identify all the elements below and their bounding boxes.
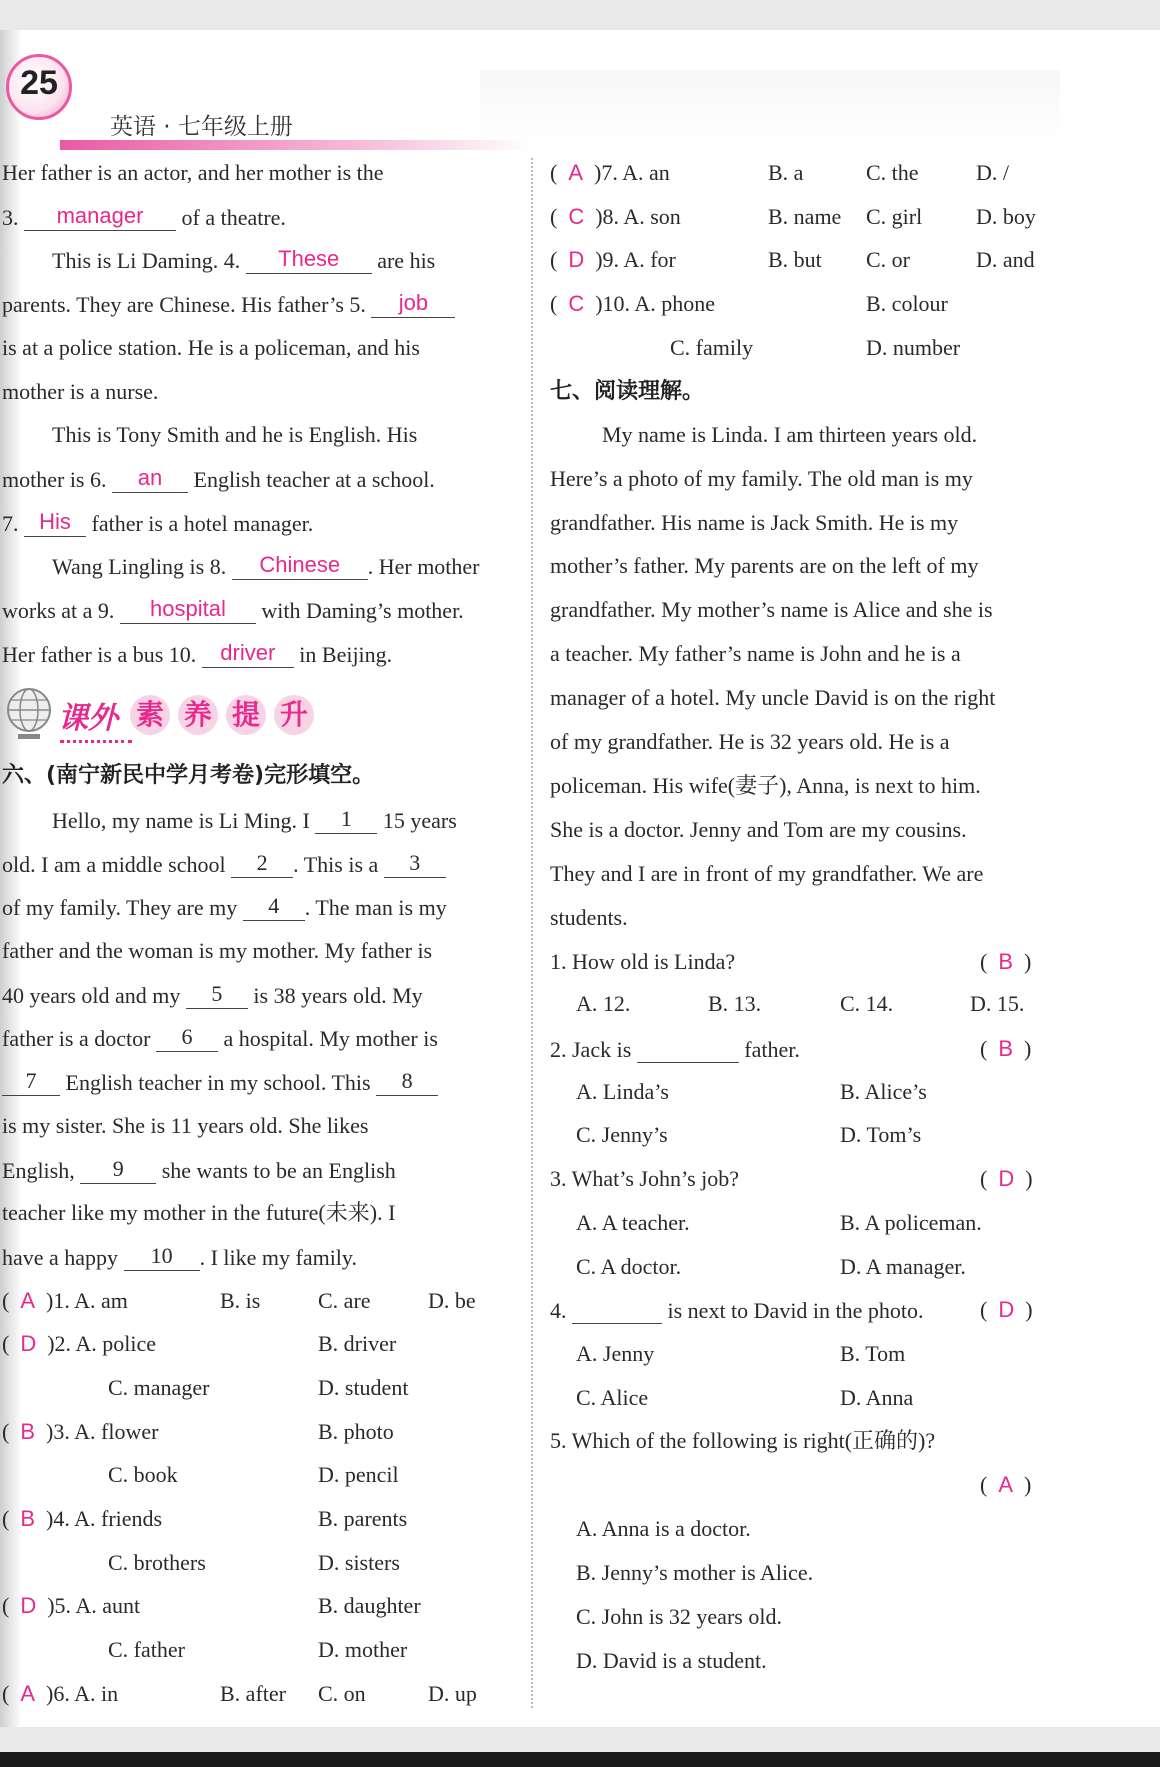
- passage-line: She is a doctor. Jenny and Tom are my cousins.: [550, 817, 967, 842]
- text-line: is my sister. She is 11 years old. She likes: [2, 1113, 369, 1138]
- mc-option-c: C. family: [670, 335, 754, 360]
- text-span: father is a hotel manager.: [91, 511, 314, 536]
- passage-line: My name is Linda. I am thirteen years old.: [602, 422, 978, 447]
- mc-option-b: B. a: [768, 160, 804, 185]
- answer-6: an: [112, 466, 188, 493]
- text-span: . I like my family.: [199, 1245, 357, 1270]
- passage-line: manager of a hotel. My uncle David is on the right: [550, 685, 996, 710]
- mc-option-b: B. daughter: [318, 1593, 421, 1618]
- text-span: of my family. They are my: [2, 895, 238, 920]
- mc-question-6: ( A )6. A. in: [2, 1681, 119, 1706]
- text-line: [2, 1157, 396, 1184]
- mc-option-b: B. is: [220, 1288, 261, 1313]
- mc-option-b: B. 13.: [708, 991, 762, 1016]
- text-span: This is Li Daming. 4.: [52, 248, 241, 273]
- text-line: [2, 1244, 357, 1271]
- text-span: 4.: [550, 1298, 567, 1323]
- section-6-title: 六、(南宁新民中学月考卷)完形填空。: [2, 763, 375, 788]
- mc-answer: B: [998, 1036, 1014, 1061]
- mc-option-c: C. John is 32 years old.: [576, 1604, 782, 1629]
- blank-3: 3: [384, 851, 446, 878]
- text-span: father.: [744, 1037, 800, 1062]
- mc-option-d: D. David is a student.: [576, 1648, 767, 1673]
- mc-question-3: ( B )3. A. flower: [2, 1419, 159, 1444]
- text-line: Her father is an actor, and her mother is the: [2, 160, 384, 185]
- section-7-title: 七、阅读理解。: [550, 379, 705, 404]
- text-span: Wang Lingling is 8.: [52, 554, 227, 579]
- mc-option-a: A. Anna is a doctor.: [576, 1516, 751, 1541]
- mc-option-c: C. 14.: [840, 991, 894, 1016]
- passage-line: of my grandfather. He is 32 years old. He is a: [550, 729, 950, 754]
- mc-answer: C: [568, 204, 585, 229]
- mc-option-d: D. be: [428, 1288, 476, 1313]
- banner-char: 养: [178, 695, 218, 735]
- passage-line: grandfather. His name is Jack Smith. He is my: [550, 510, 959, 535]
- text-line: [2, 894, 447, 921]
- text-span: . The man is my: [304, 895, 447, 920]
- page-number: 25: [20, 64, 58, 102]
- mc-answer: B: [20, 1419, 36, 1444]
- mc-option-a: )9. A. for: [595, 247, 676, 272]
- mc-option-a: )7. A. an: [594, 160, 670, 185]
- mc-question-2: ( D )2. A. police: [2, 1331, 156, 1356]
- text-line: [2, 1025, 438, 1052]
- blank-6: 6: [156, 1025, 218, 1052]
- banner-char: 素: [130, 695, 170, 735]
- blank-2: 2: [231, 851, 293, 878]
- mc-option-a: )6. A. in: [46, 1681, 119, 1706]
- mc-option-b: B. Alice’s: [840, 1079, 927, 1104]
- text-span: parents. They are Chinese. His father’s 5.: [2, 292, 366, 317]
- reading-question-1: 1. How old is Linda?: [550, 949, 736, 974]
- text-span: with Daming’s mother.: [261, 598, 464, 623]
- mc-option-d: D. mother: [318, 1637, 408, 1662]
- mc-answer: D: [20, 1331, 37, 1356]
- mc-option-a: )3. A. flower: [46, 1419, 159, 1444]
- text-line: [52, 807, 457, 834]
- text-span: have a happy: [2, 1245, 119, 1270]
- book-title: 英语 · 七年级上册: [110, 114, 293, 140]
- mc-option-c: C. manager: [108, 1375, 210, 1400]
- text-span: Her father is a bus 10.: [2, 642, 197, 667]
- passage-line: a teacher. My father’s name is John and he is a: [550, 641, 961, 666]
- text-span: . Her mother: [367, 554, 480, 579]
- reading-answer-4: ( D ): [980, 1297, 1033, 1322]
- mc-option-c: C. the: [866, 160, 919, 185]
- mc-option-c: C. book: [108, 1462, 178, 1487]
- text-line: [52, 553, 480, 580]
- text-line: father and the woman is my mother. My father is: [2, 938, 433, 963]
- banner-word: 课外: [58, 701, 118, 736]
- reading-answer-2: ( B ): [980, 1036, 1032, 1061]
- mc-answer: D: [20, 1593, 37, 1618]
- text-line: [2, 291, 455, 318]
- answer-5: job: [371, 291, 455, 318]
- passage-line: Here’s a photo of my family. The old man is my: [550, 466, 973, 491]
- mc-option-d: D. /: [976, 160, 1009, 185]
- mc-option-b: B. name: [768, 204, 842, 229]
- mc-question-5: ( D )5. A. aunt: [2, 1593, 141, 1618]
- text-line: [2, 851, 446, 878]
- mc-answer: A: [998, 1472, 1014, 1497]
- mc-option-d: D. number: [866, 335, 961, 360]
- mc-question-7: ( A )7. A. an: [550, 160, 670, 185]
- section-banner: [4, 686, 318, 744]
- mc-option-c: C. A doctor.: [576, 1254, 682, 1279]
- mc-option-c: C. father: [108, 1637, 185, 1662]
- globe-icon: [4, 686, 54, 744]
- text-line: This is Tony Smith and he is English. His: [52, 422, 418, 447]
- banner-char: 提: [226, 695, 266, 735]
- mc-option-a: )5. A. aunt: [47, 1593, 141, 1618]
- mc-option-c: C. on: [318, 1681, 366, 1706]
- mc-option-b: B. Tom: [840, 1341, 906, 1366]
- text-line: mother is a nurse.: [2, 379, 159, 404]
- mc-option-a: A. Jenny: [576, 1341, 655, 1366]
- mc-option-c: C. are: [318, 1288, 371, 1313]
- mc-option-d: D. Anna: [840, 1385, 914, 1410]
- text-span: 3.: [2, 205, 19, 230]
- mc-option-d: D. pencil: [318, 1462, 399, 1487]
- mc-option-d: D. 15.: [970, 991, 1025, 1016]
- mc-answer: C: [568, 291, 585, 316]
- mc-option-d: D. A manager.: [840, 1254, 966, 1279]
- mc-option-b: B. colour: [866, 291, 948, 316]
- passage-line: They and I are in front of my grandfather. We are: [550, 861, 984, 886]
- mc-option-b: B. parents: [318, 1506, 408, 1531]
- column-divider: [531, 158, 533, 1708]
- text-span: English,: [2, 1158, 75, 1183]
- mc-option-d: D. sisters: [318, 1550, 400, 1575]
- question-blank: [637, 1036, 739, 1063]
- mc-answer: B: [998, 949, 1014, 974]
- mc-option-a: )4. A. friends: [46, 1506, 163, 1531]
- mc-question-8: ( C )8. A. son: [550, 204, 681, 229]
- mc-question-10: ( C )10. A. phone: [550, 291, 715, 316]
- reading-question-4: [550, 1297, 924, 1324]
- blank-1: 1: [315, 807, 377, 834]
- mc-option-b: B. after: [220, 1681, 286, 1706]
- question-blank: [572, 1297, 662, 1324]
- mc-option-d: D. student: [318, 1375, 409, 1400]
- answer-3: manager: [24, 204, 176, 231]
- text-span: a hospital. My mother is: [223, 1026, 438, 1051]
- mc-option-b: B. but: [768, 247, 822, 272]
- reading-answer-5: ( A ): [980, 1472, 1032, 1497]
- mc-option-b: B. Jenny’s mother is Alice.: [576, 1560, 814, 1585]
- mc-option-c: C. Jenny’s: [576, 1122, 668, 1147]
- mc-answer: D: [568, 247, 585, 272]
- reading-question-5: 5. Which of the following is right(正确的)?: [550, 1428, 936, 1453]
- passage-line: students.: [550, 905, 628, 930]
- text-span: is next to David in the photo.: [667, 1298, 924, 1323]
- text-line: [2, 597, 464, 624]
- answer-10: driver: [202, 641, 294, 668]
- text-span: she wants to be an English: [161, 1158, 396, 1183]
- mc-option-a: )10. A. phone: [595, 291, 715, 316]
- banner-dots: [60, 740, 132, 743]
- text-span: mother is 6.: [2, 467, 107, 492]
- text-span: 2. Jack is: [550, 1037, 632, 1062]
- text-span: English teacher at a school.: [193, 467, 435, 492]
- mc-option-a: )8. A. son: [595, 204, 681, 229]
- passage-line: grandfather. My mother’s name is Alice and she is: [550, 597, 993, 622]
- answer-9: hospital: [120, 597, 256, 624]
- passage-line: mother’s father. My parents are on the left of my: [550, 553, 979, 578]
- mc-option-b: B. photo: [318, 1419, 394, 1444]
- reading-question-3: 3. What’s John’s job?: [550, 1166, 740, 1191]
- reading-answer-3: ( D ): [980, 1166, 1033, 1191]
- mc-option-d: D. boy: [976, 204, 1036, 229]
- mc-option-a: A. Linda’s: [576, 1079, 669, 1104]
- mc-option-a: )2. A. police: [47, 1331, 156, 1356]
- text-line: [2, 204, 286, 231]
- answer-8: Chinese: [232, 553, 368, 580]
- text-span: in Beijing.: [299, 642, 393, 667]
- mc-option-c: C. girl: [866, 204, 923, 229]
- text-span: of a theatre.: [181, 205, 286, 230]
- mc-answer: A: [568, 160, 584, 185]
- mc-option-c: C. Alice: [576, 1385, 649, 1410]
- mc-option-a: A. 12.: [576, 991, 631, 1016]
- text-span: is 38 years old. My: [253, 983, 423, 1008]
- mc-option-d: D. Tom’s: [840, 1122, 922, 1147]
- blank-4: 4: [243, 894, 305, 921]
- text-line: [2, 466, 435, 493]
- text-span: 15 years: [382, 808, 457, 833]
- reading-answer-1: ( B ): [980, 949, 1032, 974]
- text-span: 7.: [2, 511, 19, 536]
- mc-option-d: D. and: [976, 247, 1035, 272]
- text-span: old. I am a middle school: [2, 852, 226, 877]
- answer-4: These: [246, 247, 372, 274]
- text-span: Hello, my name is Li Ming. I: [52, 808, 310, 833]
- text-line: [2, 510, 313, 537]
- mc-question-9: ( D )9. A. for: [550, 247, 676, 272]
- header-rule: [60, 140, 530, 150]
- answer-7: His: [24, 510, 86, 537]
- mc-answer: A: [20, 1681, 36, 1706]
- mc-option-b: B. A policeman.: [840, 1210, 982, 1235]
- text-span: English teacher in my school. This: [65, 1070, 371, 1095]
- mc-answer: A: [20, 1288, 36, 1313]
- mc-option-d: D. up: [428, 1681, 477, 1706]
- text-line: is at a police station. He is a policeman, and his: [2, 335, 420, 360]
- mc-question-4: ( B )4. A. friends: [2, 1506, 163, 1531]
- banner-char: 升: [274, 695, 314, 735]
- blank-10: 10: [124, 1244, 200, 1271]
- mc-option-a: A. A teacher.: [576, 1210, 690, 1235]
- mc-question-1: ( A )1. A. am: [2, 1288, 128, 1313]
- mc-option-b: B. driver: [318, 1331, 397, 1356]
- text-line: [2, 982, 423, 1009]
- mc-option-c: C. brothers: [108, 1550, 206, 1575]
- blank-9: 9: [80, 1157, 156, 1184]
- mc-answer: B: [20, 1506, 36, 1531]
- text-span: father is a doctor: [2, 1026, 151, 1051]
- reading-question-2: [550, 1036, 800, 1063]
- text-span: are his: [377, 248, 436, 273]
- page-gutter-shadow: [0, 30, 22, 1727]
- text-span: 40 years old and my: [2, 983, 181, 1008]
- blank-8: 8: [376, 1069, 438, 1096]
- mc-option-c: C. or: [866, 247, 910, 272]
- mc-answer: D: [998, 1166, 1015, 1191]
- header-band: [480, 70, 1060, 144]
- text-span: works at a 9.: [2, 598, 115, 623]
- blank-7: 7: [2, 1069, 60, 1096]
- mc-answer: D: [998, 1297, 1015, 1322]
- mc-option-a: )1. A. am: [46, 1288, 128, 1313]
- text-line: [2, 1069, 438, 1096]
- blank-5: 5: [186, 982, 248, 1009]
- text-line: [2, 641, 392, 668]
- text-line: [52, 247, 435, 274]
- bottom-bar: [0, 1752, 1160, 1767]
- passage-line: policeman. His wife(妻子), Anna, is next to him.: [550, 773, 981, 798]
- text-span: . This is a: [293, 852, 379, 877]
- text-line: teacher like my mother in the future(未来). I: [2, 1200, 396, 1225]
